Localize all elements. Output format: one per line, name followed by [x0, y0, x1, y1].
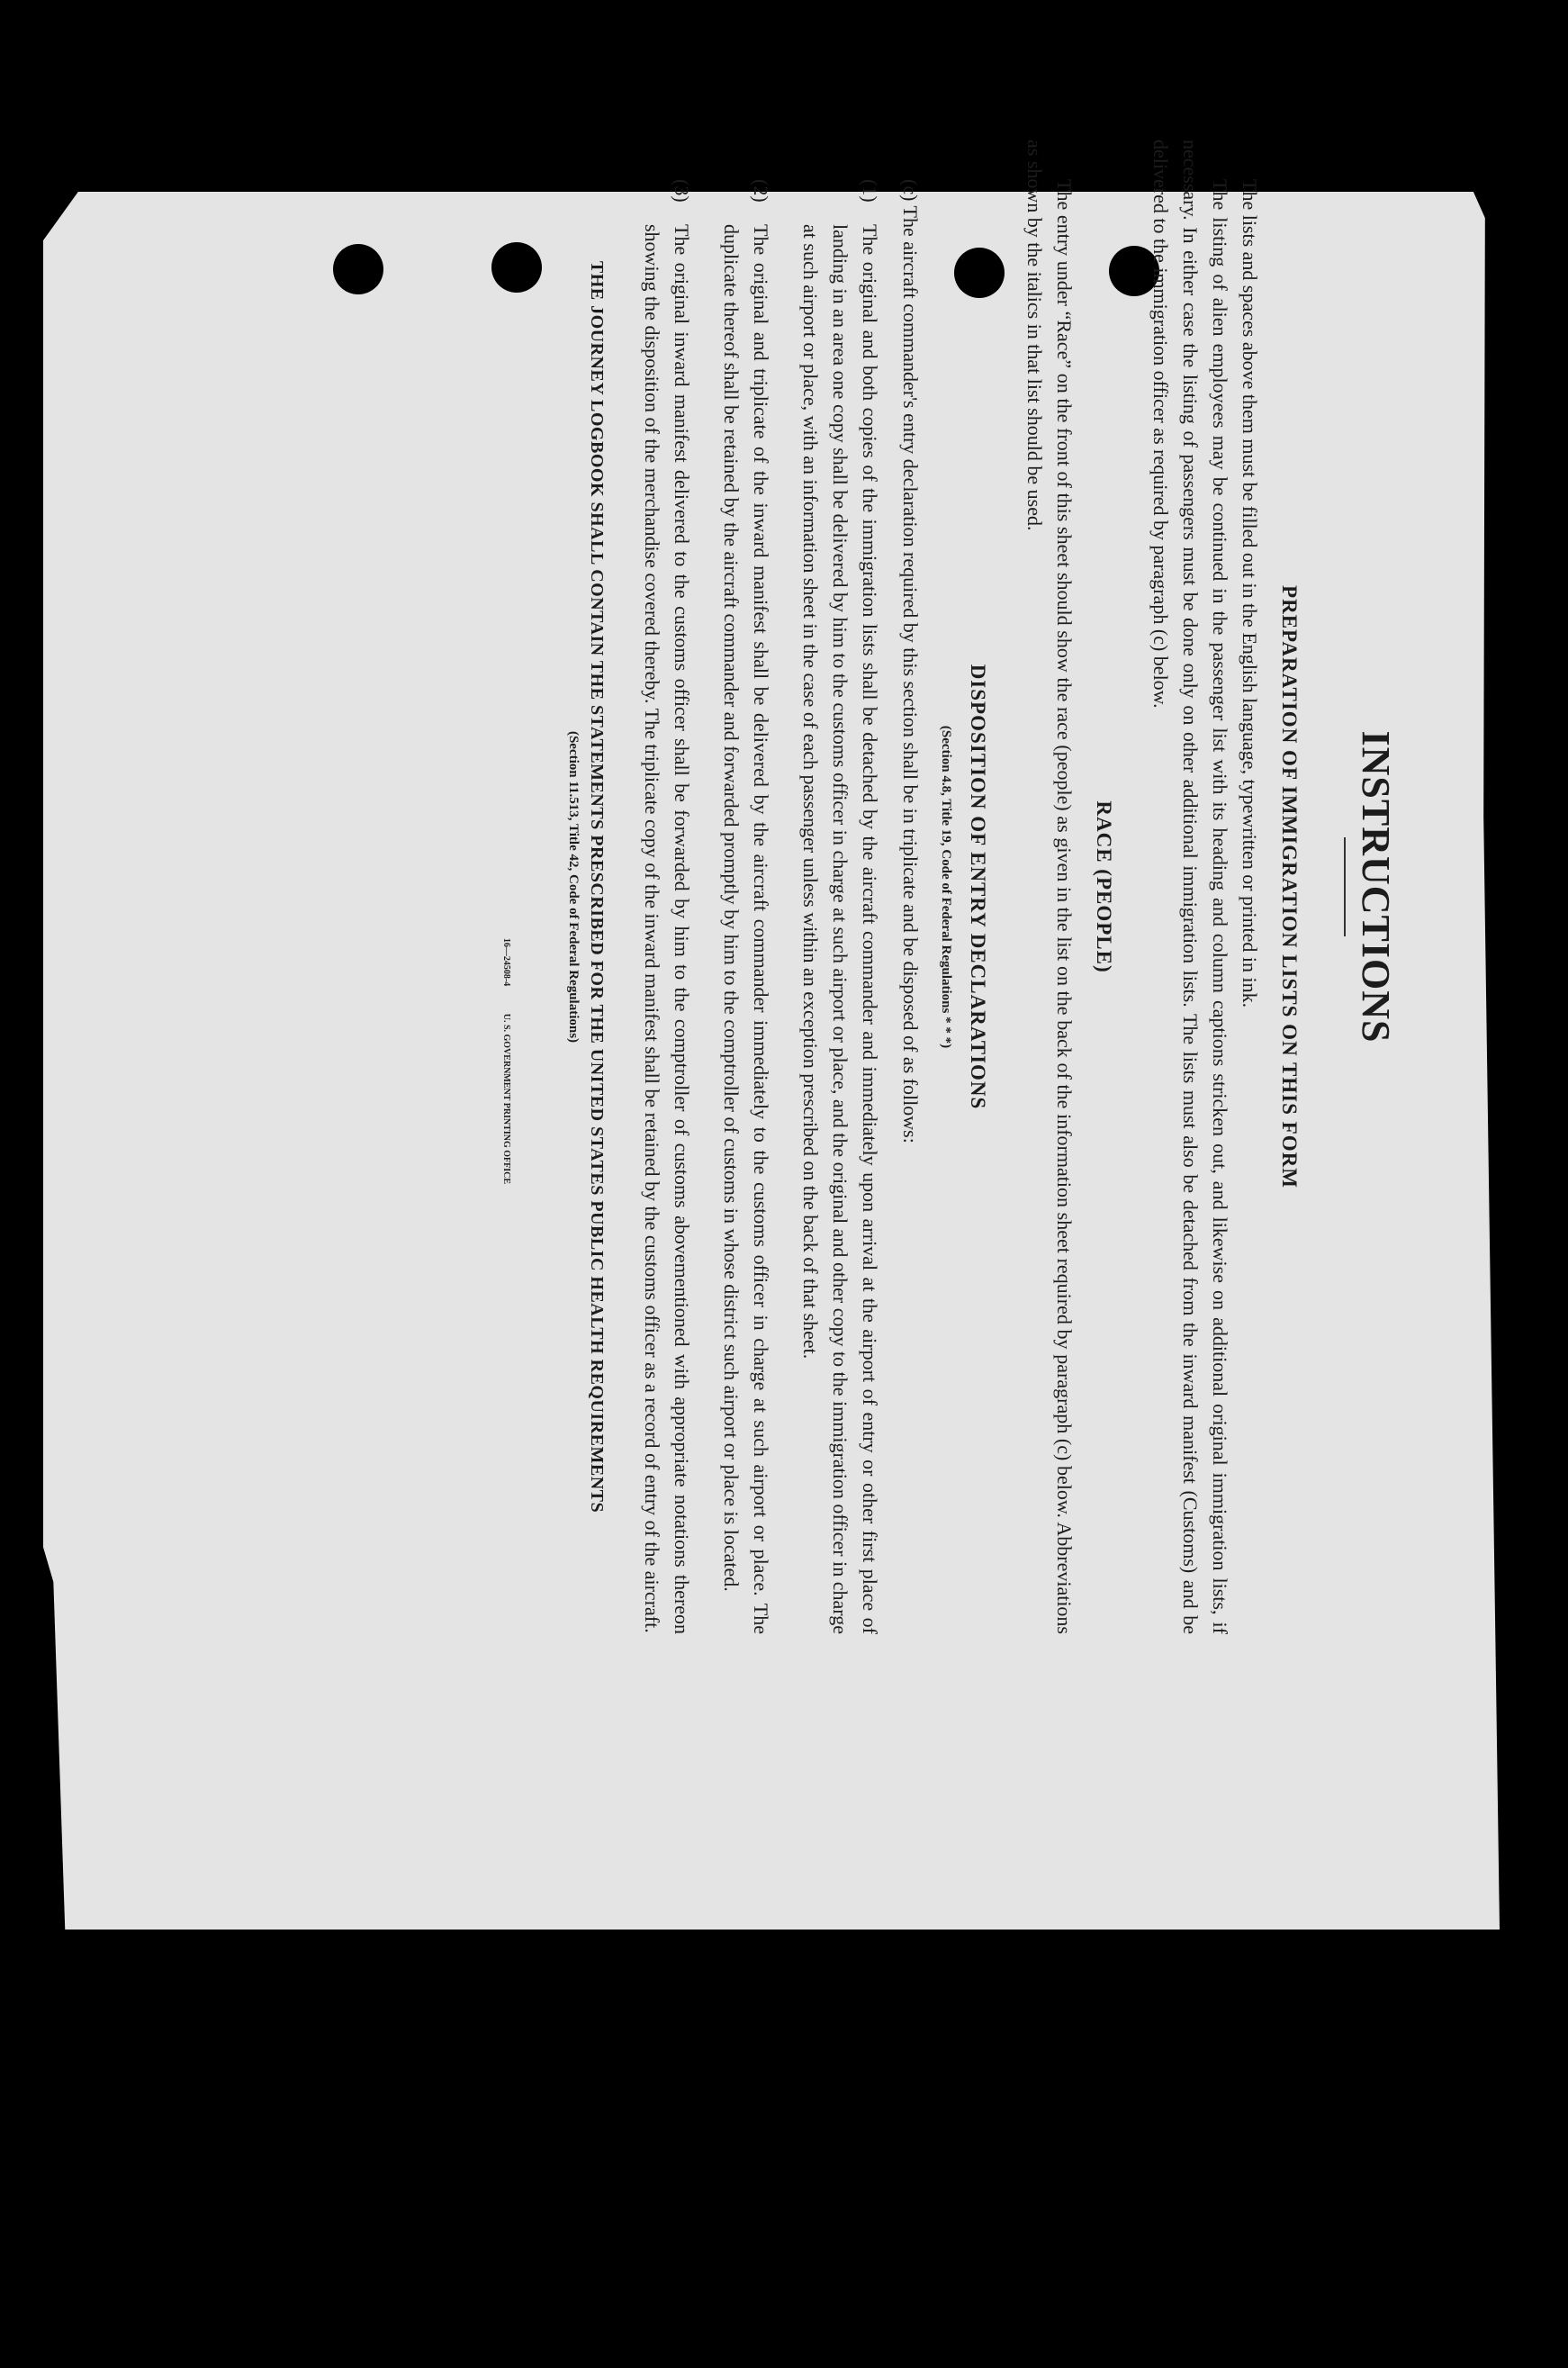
item-text: The original and triplicate of the inward manifest shall be delivered by the aircraft commander immediately to the customs officer in charge at such airport or place. The duplicate thereof shall be retained by the aircraft commander and forwarded promptly by him to the comptroller of customs in whose district such airport or place is located. — [720, 224, 772, 1634]
page-title: INSTRUCTIONS — [1354, 730, 1398, 1044]
imprint-office: U. S. GOVERNMENT PRINTING OFFICE — [501, 1013, 511, 1184]
section-race — [1020, 140, 1115, 1634]
printer-imprint — [501, 140, 511, 1634]
title-rule — [1344, 837, 1346, 936]
section-preparation — [1146, 140, 1301, 1634]
paragraph: The entry under “Race” on the front of this sheet should show the race (people) as given in the list on the back of the information sheet required by paragraph (c) below. Abbreviations as shown by the italics in that list should be used. — [1023, 140, 1076, 1634]
final-citation: (Section 11.513, Title 42, Code of Federal Regulations) — [566, 730, 581, 1044]
section-heading: RACE (PEOPLE) — [1093, 800, 1115, 973]
item-number: (2) — [750, 179, 772, 203]
imprint-number: 16—24508-4 — [501, 937, 511, 987]
list-item — [796, 140, 885, 1634]
item-text: The original inward manifest delivered to the customs officer shall be forwarded by him to the comptroller of customs abovementioned with appropriate notations thereon showing the disposition of the merchandise covered thereby. The triplicate copy of the inward manifest shall be retained by the customs officer as a record of entry of the aircraft. — [641, 224, 693, 1634]
list-item — [637, 140, 697, 1634]
paragraph: The lists and spaces above them must be filled out in the English language, typewritten or printed in ink. — [1239, 179, 1261, 1008]
paragraph-intro: (c) The aircraft commander's entry declaration required by this section shall be in triplicate and be disposed of as follows: — [899, 179, 922, 1143]
list-item — [716, 140, 776, 1634]
section-heading: PREPARATION OF IMMIGRATION LISTS ON THIS FORM — [1278, 585, 1301, 1189]
final-statement: THE JOURNEY LOGBOOK SHALL CONTAIN THE STATEMENTS PRESCRIBED FOR THE UNITED STATES PUBLIC HEALTH REQUIREMENTS — [587, 260, 607, 1514]
item-text: The original and both copies of the immigration lists shall be detached by the aircraft commander and immediately upon arrival at the airport of entry or other first place of landing in an area one copy shall be delivered by him to the customs officer in charge at such airport or place, and the original and other copy to the immigration officer in charge at such airport or place, with an information sheet in the case of each passenger unless within an exception prescribed on the back of that sheet. — [799, 224, 881, 1634]
section-citation: (Section 4.8, Title 19, Code of Federal Regulations * * *) — [939, 725, 953, 1049]
item-number: (1) — [859, 179, 881, 203]
numbered-list — [637, 140, 885, 1634]
instructions-content — [49, 140, 1399, 1634]
section-heading: DISPOSITION OF ENTRY DECLARATIONS — [967, 664, 989, 1110]
item-number: (3) — [671, 179, 693, 203]
section-disposition — [637, 140, 989, 1634]
paragraph: The listing of alien employees may be continued in the passenger list with its heading and column captions stricken out, and likewise on additional original immigration lists, if necessary. In either case the listing of passengers must be done only on other additional immigration lists. The lists must also be detached from the inward manifest (Customs) and be delivered to the immigration officer as required by paragraph (c) below. — [1149, 140, 1231, 1634]
